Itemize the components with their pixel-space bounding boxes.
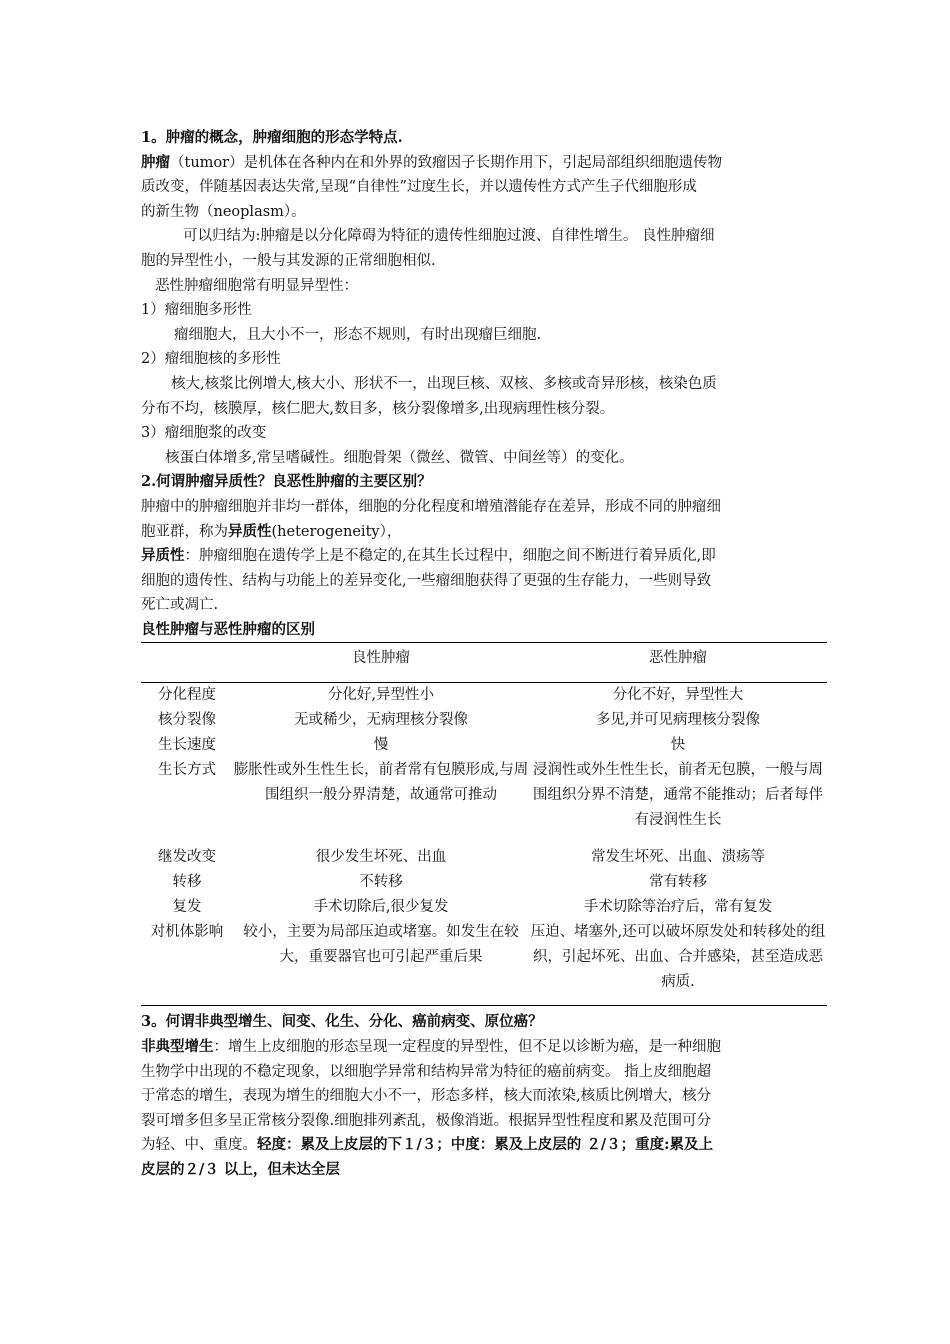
section-1-heading: 1。肿瘤的概念，肿瘤细胞的形态学特点.	[141, 129, 403, 146]
heterogeneity-def-line-3: 死亡或凋亡.	[141, 597, 219, 614]
atypical-line-6: 皮层的２/３ 以上，但未达全层	[141, 1161, 340, 1179]
section-2-heading: 2.何谓肿瘤异质性？良恶性肿瘤的主要区别？	[141, 473, 432, 491]
heterogeneity-line-2: 胞亚群，称为异质性(heterogeneity），	[141, 522, 402, 540]
benign-cell: 无或稀少，无病理核分裂像	[294, 712, 468, 729]
malignant-cell: 常发生坏死、出血、溃疡等	[591, 849, 765, 866]
item-3-text: 核蛋白体增多,常呈嗜碱性。细胞骨架（微丝、微管、中间丝等）的变化。	[165, 449, 634, 466]
item-1-title: 1）瘤细胞多形性	[141, 302, 252, 319]
benign-cell: 很少发生坏死、出血	[315, 849, 447, 866]
comparison-table	[141, 642, 827, 1006]
benign-cell: 较小，主要为局部压迫或堵塞。如发生在较大，重要器官也可引起严重后果	[243, 924, 519, 966]
malignant-cell: 多见,并可见病理核分裂像	[595, 712, 761, 729]
heterogeneity-line-1: 肿瘤中的肿瘤细胞并非均一群体，细胞的分化程度和增殖潜能存在差异，形成不同的肿瘤细	[141, 498, 721, 515]
table-row	[141, 733, 827, 758]
malignant-cell: 快	[670, 737, 686, 754]
tumor-definition-line-1: 肿瘤（tumor）是机体在各种内在和外界的致瘤因子长期作用下，引起局部组织细胞遗传物	[141, 153, 723, 171]
table-row	[141, 895, 827, 920]
atypical-line-2: 生物学中出现的不稳定现象，以细胞学异常和结构异常为特征的癌前病变。 指上皮细胞超	[141, 1063, 712, 1080]
malignant-cell: 常有转移	[649, 874, 707, 891]
heterogeneity-def-line-2: 细胞的遗传性、结构与功能上的差异变化,一些瘤细胞获得了更强的生存能力，一些则导致	[141, 572, 712, 589]
atypical-term: 非典型增生	[141, 1038, 214, 1056]
table-row	[141, 708, 827, 733]
row-label: 对机体影响	[150, 924, 224, 941]
item-3-title: 3）瘤细胞浆的改变	[141, 425, 267, 442]
atypical-line-1: 非典型增生：增生上皮细胞的形态呈现一定程度的异型性，但不足以诊断为癌，是一种细胞	[141, 1038, 721, 1056]
item-2-text-line-2: 分布不均，核膜厚，核仁肥大,数目多，核分裂像增多,出现病理性核分裂。	[141, 400, 615, 417]
table-row	[141, 845, 827, 870]
document-body	[141, 126, 827, 1183]
item-2-text-line-1: 核大,核浆比例增大,核大小、形状不一，出现巨核、双核、多核或奇异形核，核染色质	[171, 375, 717, 392]
table-row	[141, 920, 827, 1006]
malignant-cell: 压迫、堵塞外,还可以破坏原发处和转移处的组织，引起坏死、出血、合并感染，甚至造成恶病质.	[530, 924, 826, 991]
tumor-definition-line-3: 的新生物（neoplasm）。	[141, 203, 306, 220]
summary-line-2: 胞的异型性小，一般与其发源的正常细胞相似.	[141, 252, 436, 269]
table-row	[141, 683, 827, 709]
table-header-row	[141, 643, 827, 683]
table-header-malignant: 恶性肿瘤	[649, 650, 707, 667]
tumor-term: 肿瘤	[141, 153, 170, 171]
heterogeneity-def-line-1: 异质性：肿瘤细胞在遗传学上是不稳定的,在其生长过程中，细胞之间不断进行着异质化,即	[141, 547, 716, 565]
atypical-line-5: 为轻、中、重度。轻度：累及上皮层的下１/３；中度：累及上皮层的 ２/３；重度:累及上	[141, 1136, 713, 1154]
malignant-cell: 分化不好，异型性大	[612, 687, 744, 704]
summary-line-1: 可以归结为:肿瘤是以分化障碍为特征的遗传性细胞过渡、自律性增生。 良性肿瘤细	[183, 228, 715, 245]
heterogeneity-term: 异质性	[141, 547, 185, 565]
section-3-heading: 3。何谓非典型增生、间变、化生、分化、癌前病变、原位癌？	[141, 1013, 543, 1031]
malignant-cell: 手术切除等治疗后，常有复发	[583, 899, 773, 916]
atypical-line-4: 裂可增多但多呈正常核分裂像.细胞排列紊乱，极像消逝。根据异型性程度和累及范围可分	[141, 1112, 712, 1129]
malignant-intro: 恶性肿瘤细胞常有明显异型性：	[155, 277, 358, 294]
table-row	[141, 870, 827, 895]
row-label: 继发改变	[158, 849, 216, 866]
benign-cell: 手术切除后,很少复发	[313, 899, 449, 916]
table-title: 良性肿瘤与恶性肿瘤的区别	[141, 620, 315, 638]
benign-cell: 分化好,异型性小	[327, 687, 435, 704]
row-label: 生长速度	[158, 737, 216, 754]
benign-cell: 膨胀性或外生性生长，前者常有包膜形成,与周围组织一般分界清楚，故通常可推动	[233, 762, 529, 804]
tumor-definition-line-2: 质改变，伴随基因表达失常,呈现“自律性”过度生长，并以遗传性方式产生子代细胞形成	[141, 179, 697, 196]
malignant-cell: 浸润性或外生性生长，前者无包膜，一般与周围组织分界不清楚，通常不能推动；后者每伴有浸润性生长	[533, 762, 823, 829]
table-header-benign: 良性肿瘤	[352, 650, 410, 667]
row-label: 分化程度	[158, 687, 216, 704]
item-2-title: 2）瘤细胞核的多形性	[141, 351, 281, 368]
item-1-text: 瘤细胞大，且大小不一，形态不规则，有时出现瘤巨细胞.	[174, 326, 542, 343]
table-row	[141, 758, 827, 845]
row-label: 核分裂像	[158, 712, 216, 729]
grade-description: 轻度：累及上皮层的下１/３；中度：累及上皮层的 ２/３；重度:累及上	[257, 1136, 713, 1154]
row-label: 转移	[172, 874, 202, 891]
heterogeneity-term-inline: 异质性	[228, 522, 272, 540]
atypical-line-3: 于常态的增生，表现为增生的细胞大小不一，形态多样，核大而浓染,核质比例增大，核分	[141, 1088, 712, 1105]
table-header-empty	[141, 643, 233, 683]
benign-cell: 不转移	[359, 874, 403, 891]
benign-cell: 慢	[373, 737, 389, 754]
row-label: 复发	[172, 899, 202, 916]
row-label: 生长方式	[158, 762, 216, 779]
